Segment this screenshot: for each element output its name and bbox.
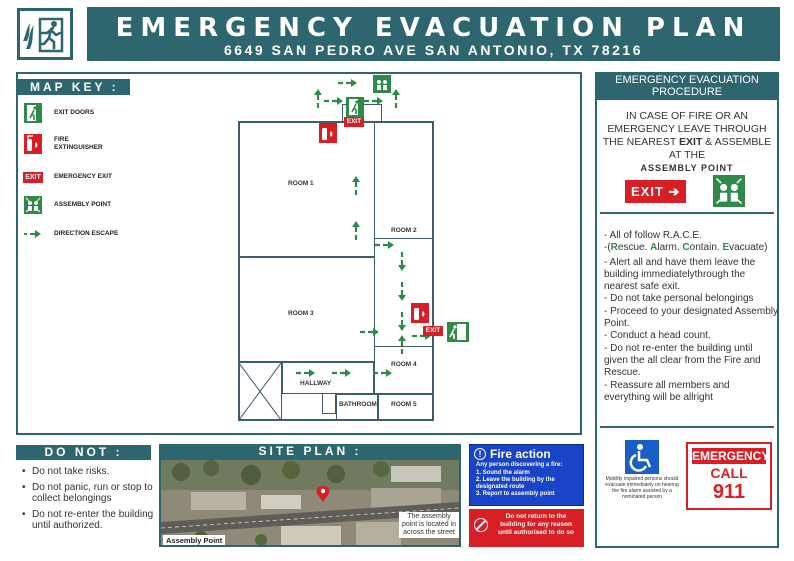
intro-line: [598, 136, 776, 149]
prohibited-icon: [474, 518, 488, 532]
emergency-call-sign: [686, 442, 772, 510]
procedure-race: - All of follow R.A.C.E.: [604, 230, 702, 241]
exit-sign-text: EXIT: [23, 172, 43, 183]
race-letter: A: [650, 242, 658, 254]
room-label: ROOM 4: [391, 361, 417, 368]
exit-door-icon: [346, 97, 364, 117]
site-plan-label: SITE PLAN :: [159, 444, 461, 458]
fire-action-title: Fire action: [490, 447, 551, 461]
fire-action-step: 2. Leave the building by the designated route: [476, 477, 555, 490]
intro-text: THE NEAREST: [602, 136, 680, 148]
fire-action-step: 1. Sound the alarm: [476, 470, 530, 476]
fire-action-step: 3. Report to assembly point: [476, 491, 555, 497]
prohibited-slash: [475, 519, 486, 530]
procedure-list: [604, 230, 778, 404]
intro-text: & ASSEMBLE: [702, 136, 772, 148]
site-plan-note: The assembly point is located in across the street: [399, 512, 459, 538]
key-label: ASSEMBLY POINT: [54, 201, 112, 208]
key-label: FIRE EXTINGUISHER: [54, 136, 103, 151]
key-item-direction-escape: [22, 223, 118, 245]
assembly-point-label: Assembly Point: [163, 535, 225, 546]
running-man-exit-icon: [20, 11, 70, 57]
room-label: ROOM 2: [391, 227, 417, 234]
room-label: ROOM 5: [391, 401, 417, 408]
room-label: ROOM 1: [288, 180, 314, 187]
emergency-exit-sign: EXIT: [344, 117, 364, 127]
list-item: • Do not re-enter the building until authorized.: [20, 509, 155, 532]
procedure-heading: EMERGENCY EVACUATION PROCEDURE: [595, 72, 779, 100]
race-word: vacuate: [729, 242, 765, 254]
title-bar: [87, 7, 780, 61]
race-word: ontain: [689, 242, 717, 254]
divider: [600, 212, 774, 214]
logo: [17, 8, 73, 60]
emergency-exit-sign: EXIT: [423, 326, 443, 336]
arrow-right-icon: ➔: [663, 184, 681, 199]
procedure-intro: [598, 110, 776, 175]
procedure-item: - Reassure all members and everything will be allright: [604, 379, 730, 403]
exit-door-icon: [447, 322, 469, 347]
intro-line: IN CASE OF FIRE OR AN: [626, 110, 748, 122]
exit-sign-text: EXIT: [631, 184, 664, 199]
intro-line: AT THE: [668, 149, 706, 161]
race-word: larm: [657, 242, 677, 254]
map-key-label: MAP KEY :: [18, 79, 130, 95]
key-label: EMERGENCY EXIT: [54, 173, 113, 180]
key-item-fire-extinguisher: [22, 133, 103, 155]
address: 6649 SAN PEDRO AVE SAN ANTONIO, TX 78216: [224, 42, 643, 58]
assembly-point-icon: [22, 195, 44, 215]
do-not-list: [20, 466, 155, 536]
list-item: • Do not panic, run or stop to collect belongings: [20, 482, 155, 505]
emergency-line: CALL: [710, 465, 748, 481]
assembly-point-icon: [712, 175, 746, 212]
key-label: DIRECTION ESCAPE: [54, 230, 119, 237]
emergency-line: EMERGENCY: [692, 449, 770, 463]
key-item-exit-doors: [22, 102, 94, 124]
race-letter: R: [610, 242, 618, 254]
procedure-item: - Do not re-enter the building until given the all clear from the Fire and Rescue.: [604, 342, 761, 379]
fire-action-header: [470, 445, 583, 461]
mobility-text: Mobility impaired persons should evacuate immediately on hearing the fire alarm assisted by a nominated person: [605, 476, 679, 500]
procedure-race-words: -(Rescue. Alarm. Contain. Evacuate): [604, 242, 768, 254]
bathroom-stall: [322, 394, 336, 414]
fire-extinguisher-icon: [410, 303, 430, 328]
race-letter: E: [722, 242, 730, 254]
do-not-return-box: [469, 509, 584, 547]
procedure-item: - Conduct a head count.: [604, 330, 711, 342]
key-item-emergency-exit: [22, 166, 112, 188]
site-plan-map: [159, 458, 461, 547]
room-label: HALLWAY: [300, 380, 332, 387]
intro-line: EMERGENCY LEAVE THROUGH: [607, 123, 767, 135]
assembly-point-icon: [373, 75, 391, 93]
key-label: EXIT DOORS: [54, 109, 95, 116]
procedure-item: - Alert all and have them leave the building immediatelythrough the nearest safe exit.: [604, 256, 756, 293]
emergency-exit-icon: [22, 167, 44, 187]
intro-line: ASSEMBLY POINT: [640, 163, 734, 173]
fire-action-box: [469, 444, 584, 506]
do-not-label: DO NOT :: [16, 445, 151, 460]
fire-extinguisher-icon: [318, 123, 338, 148]
procedure-item: - Do not take personal belongings: [604, 293, 754, 305]
emergency-number: 911: [712, 481, 746, 503]
fire-extinguisher-icon: [22, 134, 44, 154]
fire-action-lead: Any person discovering a fire:: [476, 462, 563, 468]
divider: [600, 426, 774, 428]
page-title: EMERGENCY EVACUATION PLAN: [115, 13, 752, 43]
intro-exit-word: EXIT: [679, 136, 703, 148]
wheelchair-icon: [625, 440, 659, 474]
exit-sign-large: [625, 180, 686, 203]
direction-arrow-icon: [22, 224, 44, 244]
warning-row: [469, 509, 584, 541]
race-word: escue: [617, 242, 645, 254]
key-item-assembly-point: [22, 194, 111, 216]
procedure-item: - Proceed to your designated Assembly Point.: [604, 305, 778, 330]
room-label: BATHROOM: [339, 401, 377, 408]
warning-text: Do not return to the building for any reason until authorised to do so: [498, 513, 574, 536]
room-label: ROOM 3: [288, 310, 314, 317]
info-icon: !: [474, 448, 486, 460]
race-letter: C: [682, 242, 690, 254]
list-item: • Do not take risks.: [20, 466, 155, 478]
exit-door-icon: [22, 103, 44, 123]
